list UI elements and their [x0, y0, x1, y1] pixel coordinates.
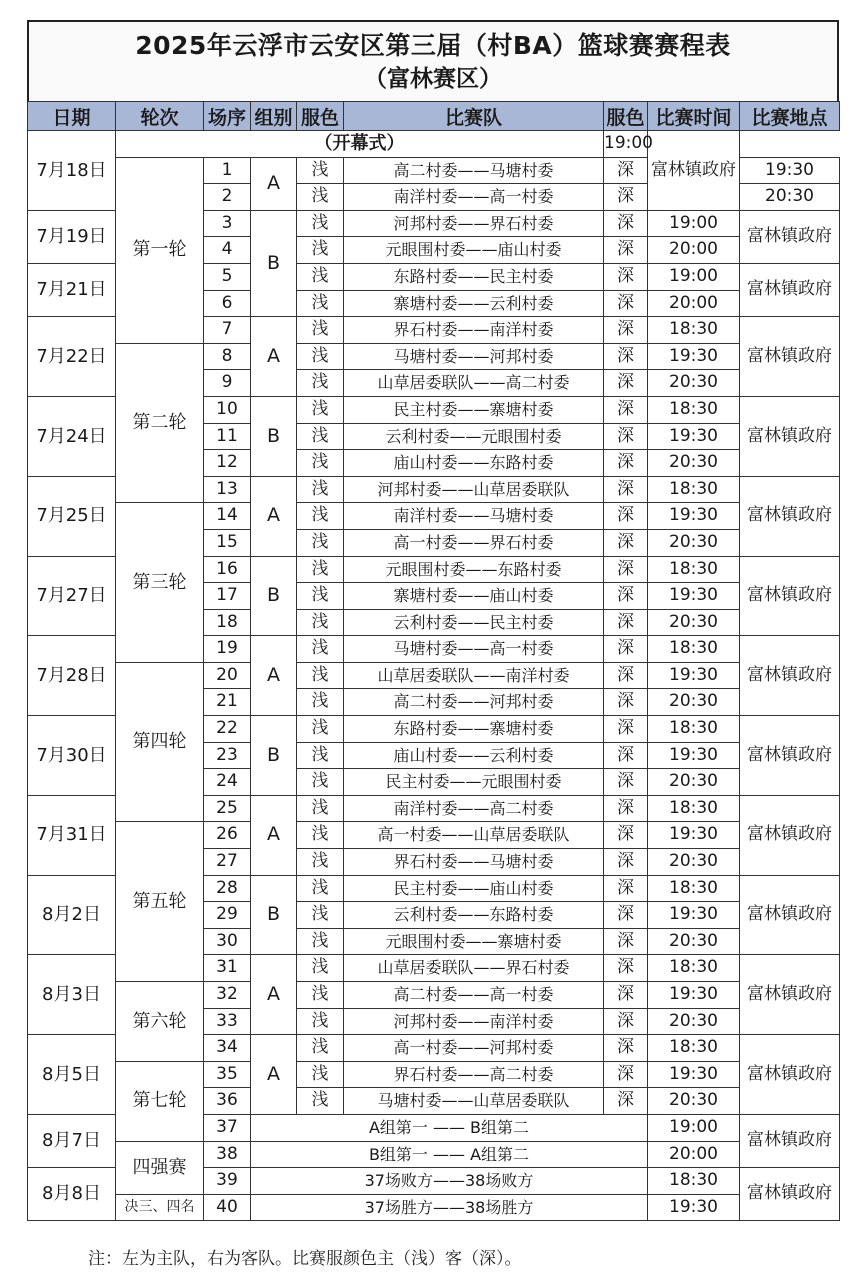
- away-color-cell: 深: [604, 636, 648, 663]
- teams-cell: 东路村委——民主村委: [344, 263, 604, 290]
- home-color-cell: 浅: [297, 343, 344, 370]
- home-color-cell: 浅: [297, 184, 344, 211]
- time-cell: 18:30: [648, 636, 740, 663]
- time-cell: 18:30: [648, 955, 740, 982]
- teams-cell: 南洋村委——马塘村委: [344, 503, 604, 530]
- away-color-cell: 深: [604, 1061, 648, 1088]
- teams-cell: 高一村委——山草居委联队: [344, 822, 604, 849]
- date-cell: 7月31日: [28, 795, 116, 875]
- away-color-cell: 深: [604, 822, 648, 849]
- col-header-away-color: 服色: [604, 102, 648, 131]
- time-cell: 18:30: [648, 556, 740, 583]
- table-row: [28, 1061, 840, 1088]
- home-color-cell: 浅: [297, 476, 344, 503]
- match-no-cell: 10: [204, 396, 251, 423]
- time-cell: 19:30: [648, 1061, 740, 1088]
- teams-cell: 37场败方——38场败方: [251, 1168, 648, 1195]
- teams-cell: 山草居委联队——界石村委: [344, 955, 604, 982]
- time-cell: 20:30: [648, 609, 740, 636]
- round-cell: 第七轮: [116, 1061, 204, 1141]
- table-row: [28, 503, 840, 530]
- home-color-cell: 浅: [297, 769, 344, 796]
- teams-cell: 高二村委——河邦村委: [344, 689, 604, 716]
- match-no-cell: 3: [204, 210, 251, 237]
- group-cell: A: [251, 476, 297, 556]
- venue-cell: 富林镇政府: [740, 210, 840, 263]
- match-no-cell: 25: [204, 795, 251, 822]
- away-color-cell: 深: [604, 396, 648, 423]
- venue-cell: 富林镇政府: [740, 955, 840, 1035]
- schedule-sheet: [27, 20, 839, 1221]
- match-no-cell: 15: [204, 529, 251, 556]
- teams-cell: 民主村委——庙山村委: [344, 875, 604, 902]
- home-color-cell: 浅: [297, 210, 344, 237]
- home-color-cell: 浅: [297, 955, 344, 982]
- home-color-cell: 浅: [297, 1008, 344, 1035]
- teams-cell: 云利村委——元眼围村委: [344, 423, 604, 450]
- page-subtitle: （富林赛区）: [364, 66, 502, 92]
- venue-cell: 富林镇政府: [740, 716, 840, 796]
- away-color-cell: 深: [604, 317, 648, 344]
- time-cell: 19:30: [648, 902, 740, 929]
- match-no-cell: 5: [204, 263, 251, 290]
- group-cell: A: [251, 955, 297, 1035]
- teams-cell: 马塘村委——山草居委联队: [344, 1088, 604, 1115]
- match-no-cell: 29: [204, 902, 251, 929]
- match-no-cell: 33: [204, 1008, 251, 1035]
- teams-cell: 37场胜方——38场胜方: [251, 1194, 648, 1221]
- teams-cell: 民主村委——元眼围村委: [344, 769, 604, 796]
- home-color-cell: 浅: [297, 795, 344, 822]
- match-no-cell: 21: [204, 689, 251, 716]
- away-color-cell: 深: [604, 982, 648, 1009]
- match-no-cell: 22: [204, 716, 251, 743]
- home-color-cell: 浅: [297, 423, 344, 450]
- home-color-cell: 浅: [297, 636, 344, 663]
- venue-cell: 富林镇政府: [740, 875, 840, 955]
- teams-cell: 民主村委——寨塘村委: [344, 396, 604, 423]
- time-cell: 20:30: [648, 1088, 740, 1115]
- col-header-round: 轮次: [116, 102, 204, 131]
- col-header-date: 日期: [28, 102, 116, 131]
- time-cell: 20:30: [648, 370, 740, 397]
- teams-cell: 元眼围村委——庙山村委: [344, 237, 604, 264]
- match-no-cell: 27: [204, 849, 251, 876]
- date-cell: 7月27日: [28, 556, 116, 636]
- time-cell: 20:00: [648, 290, 740, 317]
- venue-cell: 富林镇政府: [740, 556, 840, 636]
- time-cell: 19:00: [648, 263, 740, 290]
- away-color-cell: 深: [604, 556, 648, 583]
- time-cell: 20:30: [648, 689, 740, 716]
- time-cell: 19:00: [648, 1114, 740, 1141]
- home-color-cell: 浅: [297, 370, 344, 397]
- page-title: 2025年云浮市云安区第三届（村BA）篮球赛赛程表: [135, 31, 731, 60]
- away-color-cell: 深: [604, 263, 648, 290]
- away-color-cell: 深: [604, 237, 648, 264]
- away-color-cell: 深: [604, 157, 648, 184]
- away-color-cell: 深: [604, 529, 648, 556]
- group-cell: B: [251, 396, 297, 476]
- group-cell: A: [251, 636, 297, 716]
- footnote: 注：左为主队，右为客队。比赛服颜色主（浅）客（深）。: [88, 1249, 522, 1269]
- time-cell: 19:30: [648, 583, 740, 610]
- match-no-cell: 24: [204, 769, 251, 796]
- match-no-cell: 39: [204, 1168, 251, 1195]
- venue-cell: 富林镇政府: [740, 1035, 840, 1115]
- round-cell: 第一轮: [116, 157, 204, 343]
- away-color-cell: 深: [604, 1008, 648, 1035]
- venue-cell: 富林镇政府: [648, 131, 740, 211]
- time-cell: 18:30: [648, 716, 740, 743]
- round-cell: 第五轮: [116, 822, 204, 982]
- home-color-cell: 浅: [297, 396, 344, 423]
- date-cell: 7月22日: [28, 317, 116, 397]
- home-color-cell: 浅: [297, 290, 344, 317]
- time-cell: 20:00: [648, 1141, 740, 1168]
- venue-cell: 富林镇政府: [740, 795, 840, 875]
- home-color-cell: 浅: [297, 662, 344, 689]
- teams-cell: 山草居委联队——南洋村委: [344, 662, 604, 689]
- time-cell: 20:30: [648, 849, 740, 876]
- match-no-cell: 9: [204, 370, 251, 397]
- teams-cell: 河邦村委——界石村委: [344, 210, 604, 237]
- date-cell: 7月25日: [28, 476, 116, 556]
- away-color-cell: 深: [604, 476, 648, 503]
- home-color-cell: 浅: [297, 875, 344, 902]
- home-color-cell: 浅: [297, 157, 344, 184]
- time-cell: 19:30: [648, 662, 740, 689]
- col-header-time: 比赛时间: [648, 102, 740, 131]
- teams-cell: 庙山村委——东路村委: [344, 450, 604, 477]
- time-cell: 18:30: [648, 795, 740, 822]
- time-cell: 20:00: [648, 237, 740, 264]
- date-cell: 7月24日: [28, 396, 116, 476]
- home-color-cell: 浅: [297, 609, 344, 636]
- group-cell: B: [251, 875, 297, 955]
- time-cell: 19:30: [648, 822, 740, 849]
- time-cell: 19:00: [604, 131, 648, 158]
- teams-cell: 元眼围村委——东路村委: [344, 556, 604, 583]
- match-no-cell: 23: [204, 742, 251, 769]
- match-no-cell: 35: [204, 1061, 251, 1088]
- group-cell: A: [251, 317, 297, 397]
- away-color-cell: 深: [604, 716, 648, 743]
- col-header-match-no: 场序: [204, 102, 251, 131]
- away-color-cell: 深: [604, 503, 648, 530]
- teams-cell: 高一村委——界石村委: [344, 529, 604, 556]
- match-no-cell: 14: [204, 503, 251, 530]
- teams-cell: 南洋村委——高一村委: [344, 184, 604, 211]
- match-no-cell: 34: [204, 1035, 251, 1062]
- teams-cell: 云利村委——东路村委: [344, 902, 604, 929]
- home-color-cell: 浅: [297, 982, 344, 1009]
- ceremony-label: （开幕式）: [116, 131, 604, 158]
- schedule-title-block: [27, 20, 839, 101]
- teams-cell: 高一村委——河邦村委: [344, 1035, 604, 1062]
- group-cell: B: [251, 556, 297, 636]
- date-cell: 7月21日: [28, 263, 116, 316]
- away-color-cell: 深: [604, 742, 648, 769]
- venue-cell: 富林镇政府: [740, 317, 840, 397]
- match-no-cell: 28: [204, 875, 251, 902]
- teams-cell: 寨塘村委——云利村委: [344, 290, 604, 317]
- teams-cell: A组第一 —— B组第二: [251, 1114, 648, 1141]
- teams-cell: 河邦村委——山草居委联队: [344, 476, 604, 503]
- time-cell: 20:30: [648, 1008, 740, 1035]
- round-cell: 第三轮: [116, 503, 204, 663]
- home-color-cell: 浅: [297, 556, 344, 583]
- time-cell: 19:30: [648, 343, 740, 370]
- match-no-cell: 36: [204, 1088, 251, 1115]
- away-color-cell: 深: [604, 370, 648, 397]
- match-no-cell: 7: [204, 317, 251, 344]
- away-color-cell: 深: [604, 902, 648, 929]
- round-cell: 第六轮: [116, 982, 204, 1062]
- match-no-cell: 13: [204, 476, 251, 503]
- round-cell: 四强赛: [116, 1141, 204, 1194]
- teams-cell: 元眼围村委——寨塘村委: [344, 928, 604, 955]
- time-cell: 19:30: [648, 503, 740, 530]
- home-color-cell: 浅: [297, 1035, 344, 1062]
- date-cell: 8月2日: [28, 875, 116, 955]
- match-no-cell: 17: [204, 583, 251, 610]
- group-cell: B: [251, 716, 297, 796]
- table-row: [28, 822, 840, 849]
- match-no-cell: 12: [204, 450, 251, 477]
- time-cell: 20:30: [648, 450, 740, 477]
- away-color-cell: 深: [604, 849, 648, 876]
- teams-cell: 高二村委——马塘村委: [344, 157, 604, 184]
- table-row: [28, 1194, 840, 1221]
- venue-cell: 富林镇政府: [740, 476, 840, 556]
- home-color-cell: 浅: [297, 689, 344, 716]
- group-cell: B: [251, 210, 297, 316]
- date-cell: 7月18日: [28, 131, 116, 211]
- venue-cell: 富林镇政府: [740, 263, 840, 316]
- match-no-cell: 19: [204, 636, 251, 663]
- time-cell: 19:30: [648, 1194, 740, 1221]
- teams-cell: 马塘村委——河邦村委: [344, 343, 604, 370]
- time-cell: 20:30: [648, 769, 740, 796]
- teams-cell: 庙山村委——云利村委: [344, 742, 604, 769]
- time-cell: 18:30: [648, 317, 740, 344]
- home-color-cell: 浅: [297, 503, 344, 530]
- home-color-cell: 浅: [297, 237, 344, 264]
- date-cell: 7月19日: [28, 210, 116, 263]
- teams-cell: 东路村委——寨塘村委: [344, 716, 604, 743]
- away-color-cell: 深: [604, 583, 648, 610]
- date-cell: 8月8日: [28, 1168, 116, 1221]
- round-cell: 决三、四名: [116, 1194, 204, 1221]
- match-no-cell: 6: [204, 290, 251, 317]
- group-cell: A: [251, 1035, 297, 1115]
- away-color-cell: 深: [604, 210, 648, 237]
- match-no-cell: 1: [204, 157, 251, 184]
- table-row: [28, 343, 840, 370]
- match-no-cell: 4: [204, 237, 251, 264]
- home-color-cell: 浅: [297, 716, 344, 743]
- time-cell: 19:30: [648, 742, 740, 769]
- home-color-cell: 浅: [297, 263, 344, 290]
- time-cell: 19:30: [648, 423, 740, 450]
- away-color-cell: 深: [604, 184, 648, 211]
- away-color-cell: 深: [604, 769, 648, 796]
- venue-cell: 富林镇政府: [740, 1114, 840, 1167]
- date-cell: 8月3日: [28, 955, 116, 1035]
- away-color-cell: 深: [604, 795, 648, 822]
- col-header-home-color: 服色: [297, 102, 344, 131]
- time-cell: 18:30: [648, 875, 740, 902]
- home-color-cell: 浅: [297, 902, 344, 929]
- away-color-cell: 深: [604, 928, 648, 955]
- home-color-cell: 浅: [297, 928, 344, 955]
- group-cell: A: [251, 795, 297, 875]
- away-color-cell: 深: [604, 1088, 648, 1115]
- teams-cell: 河邦村委——南洋村委: [344, 1008, 604, 1035]
- home-color-cell: 浅: [297, 742, 344, 769]
- away-color-cell: 深: [604, 609, 648, 636]
- match-no-cell: 20: [204, 662, 251, 689]
- away-color-cell: 深: [604, 662, 648, 689]
- table-row: [28, 662, 840, 689]
- time-cell: 20:30: [648, 928, 740, 955]
- away-color-cell: 深: [604, 689, 648, 716]
- teams-cell: 马塘村委——高一村委: [344, 636, 604, 663]
- away-color-cell: 深: [604, 290, 648, 317]
- match-no-cell: 40: [204, 1194, 251, 1221]
- away-color-cell: 深: [604, 450, 648, 477]
- home-color-cell: 浅: [297, 1061, 344, 1088]
- teams-cell: 界石村委——南洋村委: [344, 317, 604, 344]
- col-header-venue: 比赛地点: [740, 102, 840, 131]
- table-row: [28, 982, 840, 1009]
- home-color-cell: 浅: [297, 529, 344, 556]
- teams-cell: 南洋村委——高二村委: [344, 795, 604, 822]
- match-no-cell: 16: [204, 556, 251, 583]
- away-color-cell: 深: [604, 955, 648, 982]
- date-cell: 7月28日: [28, 636, 116, 716]
- match-no-cell: 2: [204, 184, 251, 211]
- home-color-cell: 浅: [297, 317, 344, 344]
- ceremony-row: [28, 131, 840, 158]
- match-no-cell: 38: [204, 1141, 251, 1168]
- time-cell: 18:30: [648, 1035, 740, 1062]
- match-no-cell: 37: [204, 1114, 251, 1141]
- match-no-cell: 31: [204, 955, 251, 982]
- table-header-row: [28, 102, 840, 131]
- table-row: [28, 1141, 840, 1168]
- schedule-table: [27, 101, 840, 1221]
- teams-cell: 云利村委——民主村委: [344, 609, 604, 636]
- match-no-cell: 8: [204, 343, 251, 370]
- home-color-cell: 浅: [297, 849, 344, 876]
- match-no-cell: 18: [204, 609, 251, 636]
- match-no-cell: 30: [204, 928, 251, 955]
- home-color-cell: 浅: [297, 822, 344, 849]
- time-cell: 20:30: [740, 184, 840, 211]
- teams-cell: 山草居委联队——高二村委: [344, 370, 604, 397]
- date-cell: 8月7日: [28, 1114, 116, 1167]
- col-header-teams: 比赛队: [344, 102, 604, 131]
- match-no-cell: 11: [204, 423, 251, 450]
- match-no-cell: 32: [204, 982, 251, 1009]
- round-cell: 第二轮: [116, 343, 204, 503]
- venue-cell: 富林镇政府: [740, 1168, 840, 1221]
- teams-cell: 寨塘村委——庙山村委: [344, 583, 604, 610]
- venue-cell: 富林镇政府: [740, 636, 840, 716]
- home-color-cell: 浅: [297, 450, 344, 477]
- date-cell: 7月30日: [28, 716, 116, 796]
- time-cell: 20:30: [648, 529, 740, 556]
- teams-cell: B组第一 —— A组第二: [251, 1141, 648, 1168]
- time-cell: 18:30: [648, 1168, 740, 1195]
- match-no-cell: 26: [204, 822, 251, 849]
- time-cell: 18:30: [648, 476, 740, 503]
- round-cell: 第四轮: [116, 662, 204, 822]
- col-header-group: 组别: [251, 102, 297, 131]
- away-color-cell: 深: [604, 875, 648, 902]
- away-color-cell: 深: [604, 343, 648, 370]
- home-color-cell: 浅: [297, 583, 344, 610]
- venue-cell: 富林镇政府: [740, 396, 840, 476]
- home-color-cell: 浅: [297, 1088, 344, 1115]
- time-cell: 19:30: [648, 982, 740, 1009]
- teams-cell: 高二村委——高一村委: [344, 982, 604, 1009]
- away-color-cell: 深: [604, 1035, 648, 1062]
- away-color-cell: 深: [604, 423, 648, 450]
- teams-cell: 界石村委——马塘村委: [344, 849, 604, 876]
- time-cell: 18:30: [648, 396, 740, 423]
- date-cell: 8月5日: [28, 1035, 116, 1115]
- teams-cell: 界石村委——高二村委: [344, 1061, 604, 1088]
- time-cell: 19:30: [740, 157, 840, 184]
- group-cell: A: [251, 157, 297, 210]
- time-cell: 19:00: [648, 210, 740, 237]
